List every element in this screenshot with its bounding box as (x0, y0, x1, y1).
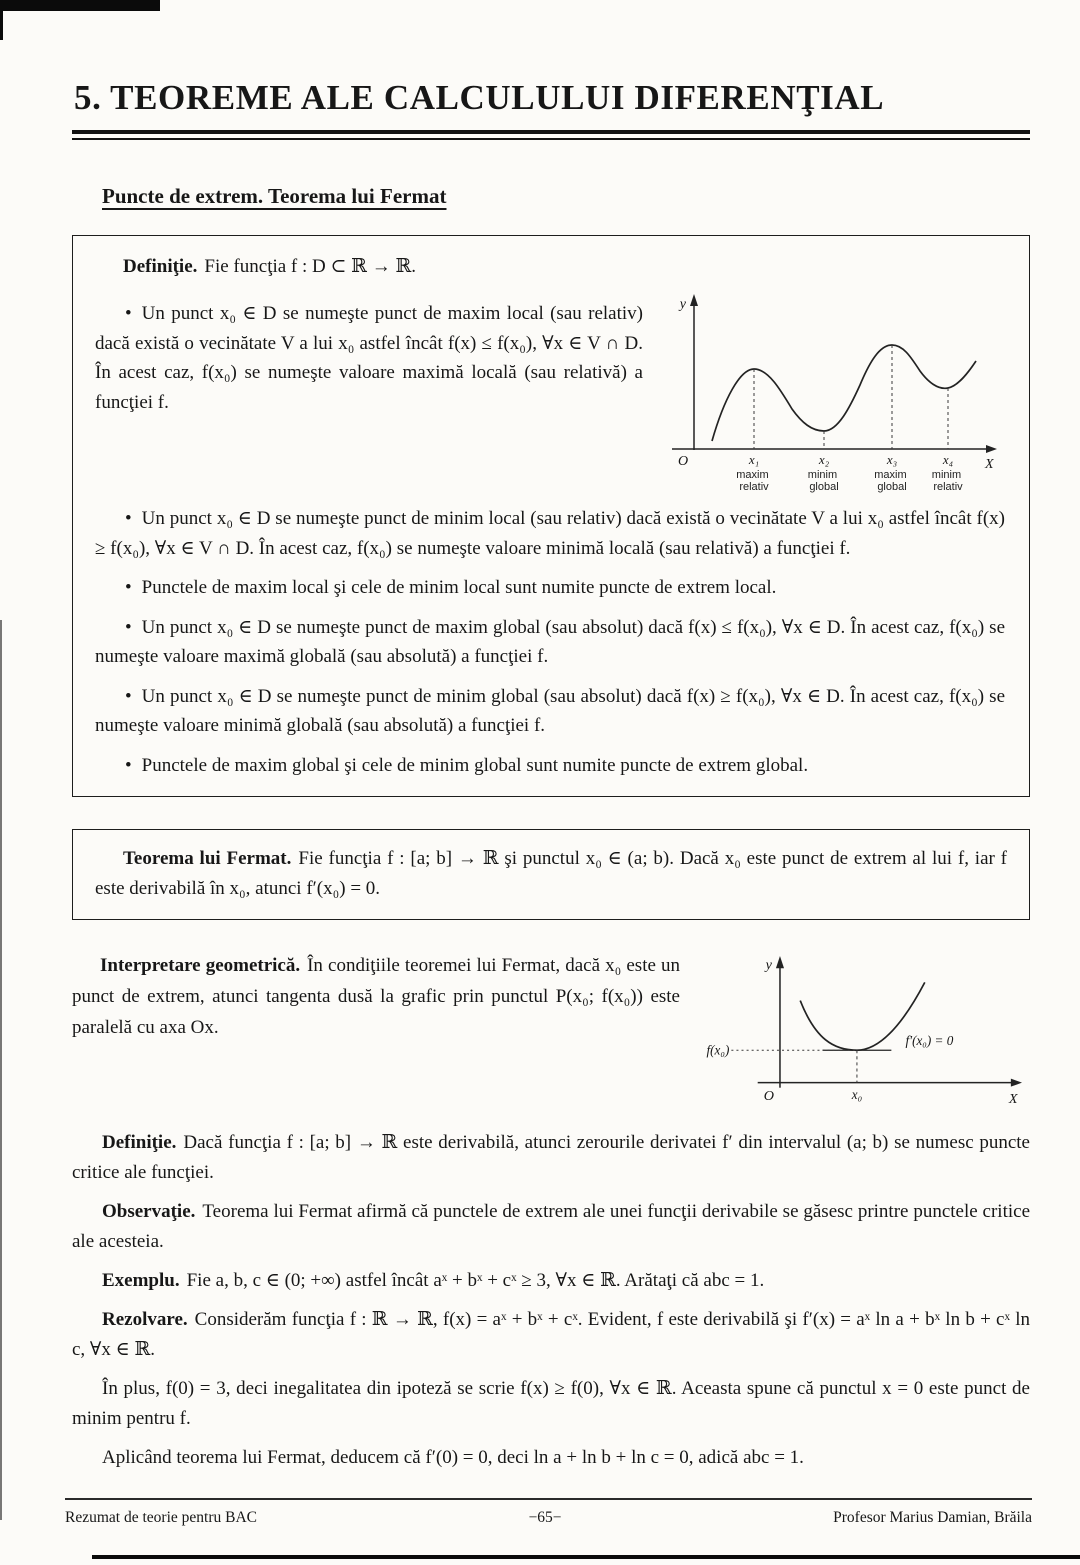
caption-minim-global: minim global (807, 469, 839, 494)
bullet-marker: • (125, 616, 132, 638)
extrema-graph-container (653, 289, 1005, 494)
scan-artifact-bottom (92, 1555, 1080, 1559)
bullet-text: Un punct x₀ ∈ D se numeşte punct de minim global (sau absolut) dacă f(x) ≥ f(x₀), ∀x ∈ D. În acest caz, f(x₀) se numeşte valoare minimă globală (sau absolută) a funcţiei f. (95, 685, 1005, 737)
footer-left: Rezumat de teorie pentru BAC (65, 1509, 257, 1526)
bullet-item-max-local (95, 299, 643, 417)
bullet-item-min-local (95, 504, 1005, 563)
paragraph-note (72, 1374, 1030, 1434)
theorem-body: Fie funcţia f : [a; b] → ℝ şi punctul x₀ ∈ (a; b). Dacă x₀ este punct de extrem al lui f, iar f este derivabilă în x₀, atunci f′(x₀) = 0. (95, 847, 1007, 900)
definition-intro-text: Fie funcţia f : D ⊂ ℝ → ℝ. (204, 256, 417, 277)
caption-maxim-global: maxim global (874, 469, 907, 494)
bullet-item-min-global (95, 682, 1005, 741)
paragraph-observation (72, 1197, 1030, 1257)
fermat-theorem-box (72, 829, 1030, 920)
page-footer (65, 1498, 1032, 1527)
definition-intro (95, 252, 1005, 281)
bullet-text: Un punct x₀ ∈ D se numeşte punct de maxim global (sau absolut) dacă f(x) ≤ f(x₀), ∀x ∈ D. În acest caz, f(x₀) se numeşte valoare maximă globală (sau absolută) a funcţiei f. (95, 616, 1005, 668)
y-axis-label: y (765, 956, 772, 973)
interpretation-lead: Interpretare geometrică. (100, 954, 301, 976)
tangent-graph (694, 952, 1030, 1112)
x-axis-label: X (1008, 1090, 1018, 1107)
tangent-graph-container (694, 950, 1030, 1112)
x0-tick-label: x₀ (851, 1086, 863, 1102)
page-content (72, 78, 1030, 1473)
footer-page-number: −65− (528, 1509, 562, 1526)
title-double-rule (72, 130, 1030, 140)
bullet-marker: • (125, 508, 132, 530)
definition-box (72, 235, 1030, 797)
bullet-marker: • (125, 685, 132, 707)
extrema-graph (653, 289, 1005, 494)
paragraph-example (72, 1266, 1030, 1296)
paragraph-solution (72, 1305, 1030, 1365)
caption-maxim-relativ: maxim relativ (736, 469, 769, 494)
y-axis-arrow (776, 956, 784, 968)
definition-first-row (95, 289, 1005, 494)
derivative-zero-label: f′(x₀) = 0 (905, 1032, 954, 1048)
x-axis-label: X (985, 457, 994, 473)
bullet-text: Punctele de maxim local şi cele de minim local sunt numite puncte de extrem local. (141, 577, 777, 599)
x-axis-arrow (1011, 1078, 1022, 1086)
body-definition2: Dacă funcţia f : [a; b] → ℝ este derivabilă, atunci zerourile derivatei f′ din intervalul (a; b) se numesc puncte critice ale funcţiei. (72, 1131, 1030, 1183)
paragraph-definition-critical-points (72, 1128, 1030, 1188)
footer-right: Profesor Marius Damian, Brăila (833, 1509, 1032, 1526)
page-title: 5. TEOREME ALE CALCULULUI DIFERENŢIAL (74, 78, 885, 117)
lead-solution: Rezolvare. (102, 1308, 188, 1330)
tick-x1: x₁ (748, 452, 760, 468)
lead-observation: Observaţie. (102, 1200, 196, 1222)
origin-label: O (763, 1087, 774, 1104)
section-heading: Puncte de extrem. Teorema lui Fermat (102, 184, 447, 208)
lead-example: Exemplu. (102, 1269, 180, 1291)
body-note: În plus, f(0) = 3, deci inegalitatea din ipoteză se scrie f(x) ≥ f(0), ∀x ∈ ℝ. Aceasta spune că punctul x = 0 este punct de minim pentru f. (72, 1377, 1030, 1429)
scan-artifact-top (0, 0, 160, 11)
caption-minim-relativ: minim relativ (931, 469, 963, 494)
interpretation-body: În condiţiile teoremei lui Fermat, dacă x₀ este un punct de extrem, atunci tangenta dusă la grafic prin punctul P(x₀; f(x₀)) este paralelă cu axa Ox. (72, 954, 680, 1039)
fermat-theorem-paragraph (95, 844, 1007, 905)
bullet-item-extrem-global (95, 751, 1005, 780)
bullet-item-extrem-local (95, 573, 1005, 602)
bullet-item-max-global (95, 613, 1005, 672)
fx0-label: f(x₀) (706, 1041, 730, 1057)
interpretation-paragraph (72, 950, 680, 1044)
bullet-text: Punctele de maxim global şi cele de minim global sunt numite puncte de extrem global. (141, 754, 809, 776)
theorem-lead: Teorema lui Fermat. (123, 847, 292, 869)
lead-definition2: Definiţie. (102, 1131, 177, 1153)
definition-lead: Definiţie. (123, 256, 198, 277)
tick-x4: x₄ (942, 452, 954, 468)
bullet-marker: • (125, 754, 132, 776)
x-axis-arrow (986, 445, 997, 453)
bullet-column (95, 289, 643, 417)
scan-artifact-corner (0, 0, 3, 40)
bullet-text: Un punct x₀ ∈ D se numeşte punct de maxim local (sau relativ) dacă există o vecinătate V a lui x₀ astfel încât f(x) ≤ f(x₀), ∀x ∈ V ∩ D. În acest caz, f(x₀) se numeşte valoare maximă locală (sau relativă) a funcţiei f. (95, 303, 643, 413)
scan-artifact-left-edge (0, 620, 2, 1520)
body-conclusion: Aplicând teorema lui Fermat, deducem că f′(0) = 0, deci ln a + ln b + ln c = 0, adică abc = 1. (102, 1446, 804, 1468)
y-axis-arrow (690, 294, 698, 306)
paragraph-conclusion (72, 1443, 1030, 1473)
function-curve (712, 345, 976, 441)
y-axis-label: y (679, 297, 686, 313)
bullet-marker: • (125, 303, 132, 325)
body-example: Fie a, b, c ∈ (0; +∞) astfel încât aˣ + bˣ + cˣ ≥ 3, ∀x ∈ ℝ. Arătaţi că abc = 1. (186, 1269, 765, 1291)
tick-x2: x₂ (818, 452, 830, 468)
body-solution: Considerăm funcţia f : ℝ → ℝ, f(x) = aˣ + bˣ + cˣ. Evident, f este derivabilă şi f′(x) = aˣ ln a + bˣ ln b + cˣ ln c, ∀x ∈ ℝ. (72, 1308, 1030, 1360)
body-observation: Teorema lui Fermat afirmă că punctele de extrem ale unei funcţii derivabile se găsesc printre punctele critice ale acesteia. (72, 1200, 1030, 1252)
bullet-text: Un punct x₀ ∈ D se numeşte punct de minim local (sau relativ) dacă există o vecinătate V a lui x₀ astfel încât f(x) ≥ f(x₀), ∀x ∈ V ∩ D. În acest caz, f(x₀) se numeşte valoare minimă locală (sau relativă) a funcţiei f. (95, 508, 1005, 559)
interpretation-section (72, 950, 1030, 1112)
bullet-marker: • (125, 577, 132, 599)
tick-x3: x₃ (886, 452, 898, 468)
origin-label: O (677, 454, 689, 470)
